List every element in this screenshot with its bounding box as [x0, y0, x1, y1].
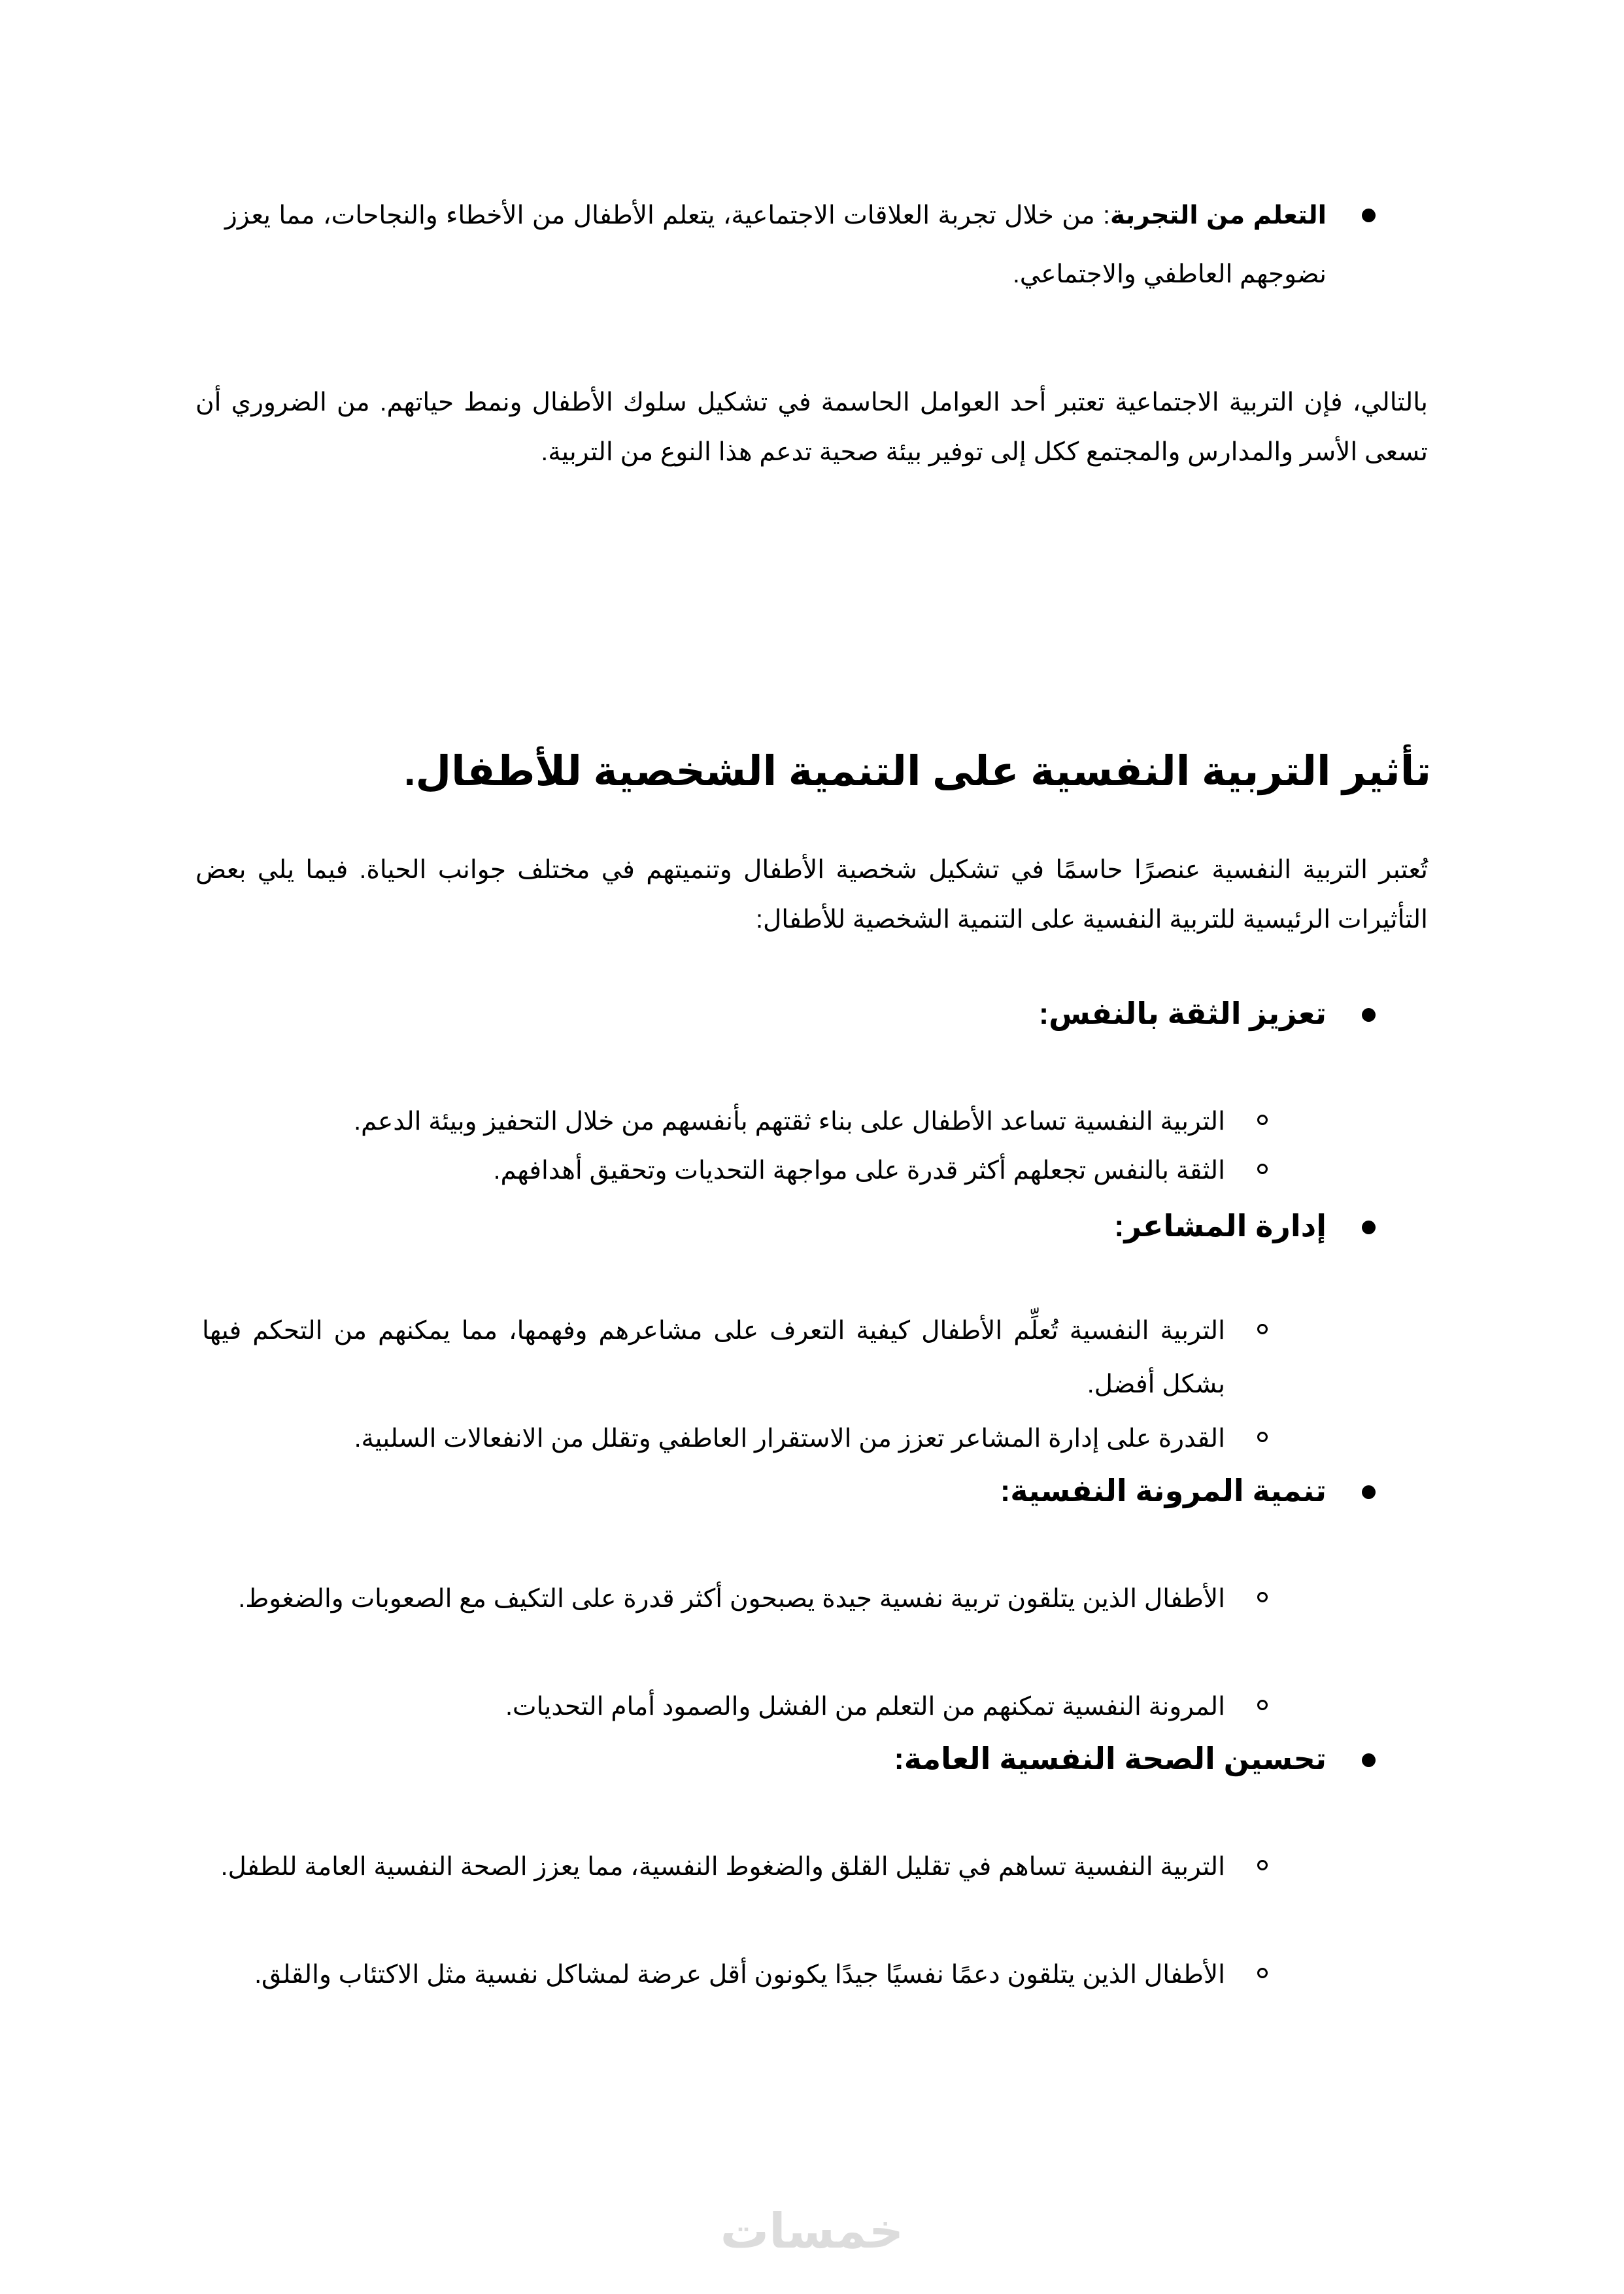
circle-bullet-icon [1257, 1164, 1268, 1174]
bullet-dot-icon [1362, 209, 1376, 222]
circle-bullet-icon [1257, 1115, 1268, 1125]
sub-point [202, 1948, 1225, 2002]
sub-point [202, 1680, 1225, 1734]
circle-bullet-icon [1257, 1592, 1268, 1602]
watermark-logo: خمسات [720, 2204, 904, 2258]
sub-point [202, 1144, 1225, 1198]
section-title: تأثير التربية النفسية على التنمية الشخصية للأطفال. [403, 749, 1431, 794]
sub-point-text: التربية النفسية تُعلِّم الأطفال كيفية التعرف على مشاعرهم وفهمها، مما يمكنهم من التحكم فيها بشكل أفضل. [202, 1317, 1225, 1398]
item-heading-text: تنمية المرونة النفسية: [1000, 1474, 1327, 1508]
bullet-dot-icon [1362, 1221, 1376, 1234]
circle-bullet-icon [1257, 1324, 1268, 1334]
item-heading-text: تعزيز الثقة بالنفس: [1038, 996, 1327, 1030]
intro-bullet-body: : من خلال تجربة العلاقات الاجتماعية، يتعلم الأطفال من الأخطاء والنجاحات، مما يعزز نضوجهم العاطفي والاجتماعي. [225, 201, 1327, 288]
sub-point-text: الأطفال الذين يتلقون تربية نفسية جيدة يصبحون أكثر قدرة على التكيف مع الصعوبات والضغوط. [238, 1585, 1225, 1613]
item-heading-resilience [1000, 1464, 1376, 1517]
item-heading-text: تحسين الصحة النفسية العامة: [894, 1742, 1327, 1776]
sub-point [202, 1412, 1225, 1466]
sub-point-text: التربية النفسية تساعد الأطفال على بناء ثقتهم بأنفسهم من خلال التحفيز وبيئة الدعم. [354, 1107, 1225, 1136]
sub-point [202, 1304, 1225, 1411]
conclusion-paragraph: بالتالي، فإن التربية الاجتماعية تعتبر أحد العوامل الحاسمة في تشكيل سلوك الأطفال ونمط حياتهم. من الضروري أن تسعى الأسر والمدارس والمجتمع ككل إلى توفير بيئة صحية تدعم هذا النوع من التربية. [195, 388, 1428, 466]
intro-bullet-text [225, 186, 1327, 304]
bullet-dot-icon [1362, 1485, 1376, 1499]
intro-bullet-label: التعلم من التجربة [1110, 201, 1327, 229]
sub-point [202, 1095, 1225, 1149]
sub-point-text: التربية النفسية تساهم في تقليل القلق والضغوط النفسية، مما يعزز الصحة النفسية العامة للطفل. [220, 1853, 1225, 1881]
circle-bullet-icon [1257, 1968, 1268, 1978]
sub-point-text: القدرة على إدارة المشاعر تعزز من الاستقرار العاطفي وتقلل من الانفعالات السلبية. [354, 1425, 1225, 1453]
item-heading-text: إدارة المشاعر: [1114, 1209, 1327, 1243]
item-heading-emotion-management [1114, 1200, 1376, 1252]
section-intro: تُعتبر التربية النفسية عنصرًا حاسمًا في تشكيل شخصية الأطفال وتنميتهم في مختلف جوانب الحياة. فيما يلي بعض التأثيرات الرئيسية للتربية النفسية على التنمية الشخصية للأطفال: [195, 856, 1428, 934]
item-heading-mental-health [894, 1732, 1376, 1785]
sub-point-text: الأطفال الذين يتلقون دعمًا نفسيًا جيدًا يكونون أقل عرضة لمشاكل نفسية مثل الاكتئاب والقلق. [254, 1961, 1225, 1989]
circle-bullet-icon [1257, 1700, 1268, 1710]
intro-bullet [225, 186, 1376, 304]
sub-point [202, 1840, 1225, 1894]
item-heading-self-confidence [1039, 987, 1376, 1039]
sub-point-text: الثقة بالنفس تجعلهم أكثر قدرة على مواجهة التحديات وتحقيق أهدافهم. [493, 1156, 1225, 1185]
bullet-dot-icon [1362, 1008, 1376, 1022]
sub-point [202, 1572, 1225, 1626]
circle-bullet-icon [1257, 1860, 1268, 1870]
sub-point-text: المرونة النفسية تمكنهم من التعلم من الفشل والصمود أمام التحديات. [505, 1693, 1225, 1721]
circle-bullet-icon [1257, 1432, 1268, 1442]
bullet-dot-icon [1362, 1753, 1376, 1767]
